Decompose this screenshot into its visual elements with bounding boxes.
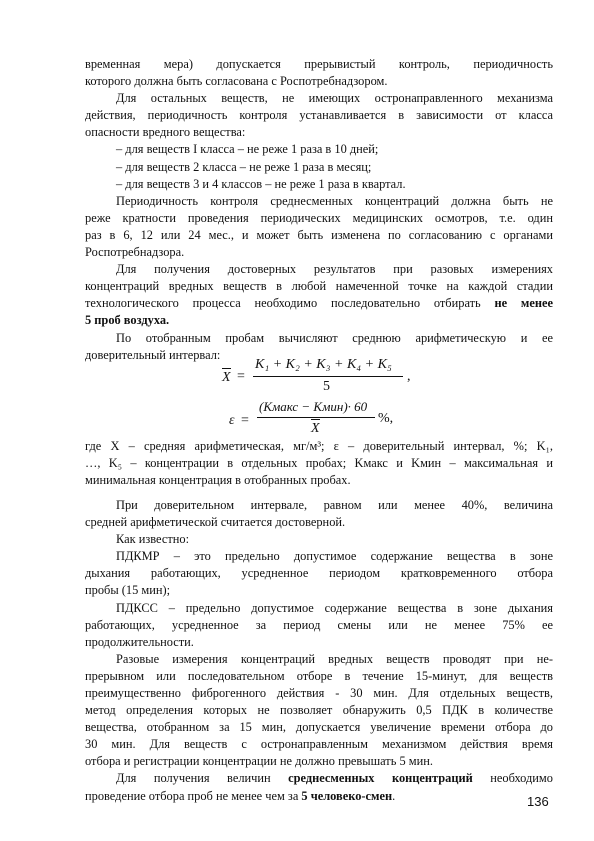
formula-tail: %, — [378, 410, 394, 426]
formula-block — [85, 356, 553, 438]
paragraph-line — [85, 295, 553, 312]
paragraph-line: При доверительном интервале, равном или менее 40%, величина — [116, 497, 553, 512]
paragraph-line: где X – средняя арифметическая, мг/м³; ε – доверительный интервал, %; K₁, — [85, 438, 553, 453]
paragraph-line: прерывном или последовательном отборе в течение 15-минут, для веществ — [85, 668, 553, 683]
text-run: необходимо — [472, 771, 553, 786]
document-page — [85, 56, 553, 805]
formula-denominator: 5 — [323, 378, 330, 394]
list-item: – для веществ 3 и 4 классов – не реже 1 раза в квартал. — [116, 176, 406, 191]
formula-numerator: K₁ + K₂ + K₃ + K₄ + K₅ — [255, 356, 392, 372]
paragraph-line: отбора и регистрации концентрации не должно превышать 5 мин. — [85, 754, 433, 769]
paragraph-line: Для остальных веществ, не имеющих остронаправленного механизма — [116, 91, 553, 106]
paragraph-line: ПДКСС – предельно допустимое содержание вещества в зоне дыхания — [116, 600, 553, 615]
formula-equals: = — [237, 368, 245, 384]
list-item: – для веществ I класса – не реже 1 раза в 10 дней; — [116, 142, 379, 157]
formula-epsilon-lhs: ε — [229, 412, 235, 428]
fraction-bar — [257, 417, 375, 418]
paragraph-line: вещества, отобранном за 15 мин, допускается увеличение времени отбора до — [85, 720, 553, 735]
paragraph-line — [85, 788, 553, 805]
paragraph-line: которого должна быть согласована с Роспотребнадзором. — [85, 74, 388, 89]
paragraph-line: пробы (15 мин); — [85, 583, 171, 598]
paragraph-line: Как известно: — [116, 532, 190, 547]
paragraph-line: По отобранным пробам вычисляют среднюю арифметическую и ее — [116, 330, 553, 345]
formula-equals: = — [241, 412, 249, 428]
paragraph-line: временная мера) допускается прерывистый контроль, периодичность — [85, 57, 553, 71]
emphasis-text: не менее — [494, 296, 553, 311]
emphasis-text: 5 проб воздуха. — [85, 313, 170, 328]
emphasis-text: среднесменных концентраций — [288, 771, 473, 786]
paragraph-line: действия, периодичность контроля устанавливается в зависимости от класса — [85, 108, 553, 123]
paragraph-line: преимущественно фиброгенного действия - 30 мин. Для отдельных веществ, — [85, 686, 553, 700]
paragraph-line: дыхания работающих, усредненное периодом кратковременного отбора — [85, 566, 553, 581]
paragraph-line — [85, 770, 553, 787]
page-number: 136 — [527, 794, 549, 809]
paragraph-line: концентраций вредных веществ в любой намеченной точке на каждой стадии — [85, 279, 553, 294]
emphasis-text: 5 человеко-смен — [301, 788, 393, 803]
paragraph-line: метод определения которых не позволяет обнаружить 0,5 ПДК в количестве — [85, 703, 553, 718]
formula-mean-lhs: X — [222, 369, 231, 385]
paragraph-line: Роспотребнадзора. — [85, 245, 185, 260]
paragraph-line: продолжительности. — [85, 634, 194, 649]
paragraph-line: Периодичность контроля среднесменных концентраций должна быть не — [116, 193, 553, 208]
paragraph-line: реже кратности проведения периодических медицинских осмотров, т.е. один — [85, 210, 553, 225]
paragraph-line: Для получения достоверных результатов при разовых измерениях — [116, 262, 553, 277]
formula-denominator: X — [311, 420, 320, 436]
paragraph-line: ПДКМР – это предельно допустимое содержание вещества в зоне — [116, 549, 553, 564]
paragraph-line: раз в 6, 12 или 24 мес., и может быть изменена по согласованию с органами — [85, 227, 553, 242]
paragraph-line: средней арифметической считается достоверной. — [85, 515, 346, 530]
paragraph-line: …, K₅ – концентрации в отдельных пробах; Kмакс и Kмин – максимальная и — [85, 455, 553, 470]
paragraph-line: доверительный интервал: — [85, 347, 221, 362]
fraction-bar — [253, 376, 403, 377]
paragraph-line: Разовые измерения концентраций вредных веществ проводят при не- — [116, 651, 553, 666]
paragraph-line: 30 мин. Для веществ с остронаправленным механизмом действия время — [85, 737, 553, 752]
paragraph-line: работающих, усредненное за период смены или не менее 75% ее — [85, 617, 553, 632]
formula-numerator: (Kмакс − Kмин)· 60 — [259, 398, 368, 414]
text-run: проведение отбора проб не менее чем за — [85, 788, 302, 803]
paragraph-line: минимальная концентрация в отобранных пробах. — [85, 472, 351, 487]
spacer — [85, 489, 553, 497]
text-run: Для получения величин — [116, 771, 289, 786]
paragraph-line: опасности вредного вещества: — [85, 125, 246, 140]
text-run: . — [392, 788, 396, 803]
text-run: технологического процесса необходимо последовательно отбирать — [85, 296, 495, 311]
formula-tail: , — [407, 368, 411, 384]
list-item: – для веществ 2 класса – не реже 1 раза в месяц; — [116, 159, 372, 174]
